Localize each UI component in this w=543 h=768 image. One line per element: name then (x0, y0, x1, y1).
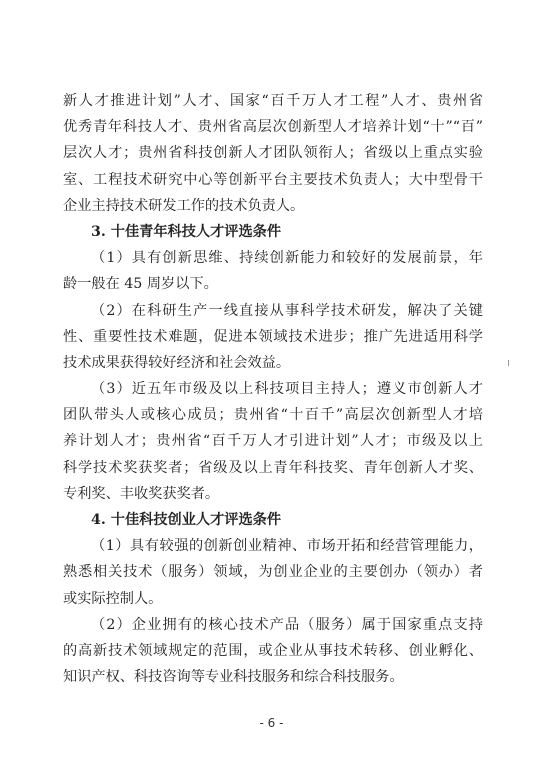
text-line: 科学技术奖获奖者；省级及以上青年科技奖、青年创新人才奖、 (63, 459, 483, 476)
text-line: 室、工程技术研究中心等创新平台主要技术负责人；大中型骨干 (63, 171, 483, 188)
text-line: 知识产权、科技咨询等专业科技服务和综合科技服务。 (63, 669, 404, 686)
text-line: 养计划人才；贵州省“百千万人才引进计划”人才；市级及以上 (63, 433, 483, 450)
text-line: 或实际控制人。 (63, 590, 163, 607)
text-line: 技术成果获得较好经济和社会效益。 (63, 354, 291, 371)
text-line: 专利奖、丰收奖获奖者。 (63, 485, 220, 502)
text-line: （2）企业拥有的核心技术产品（服务）属于国家重点支持 (91, 616, 483, 633)
text-line: 性、重要性技术难题，促进本领域技术进步；推广先进适用科学 (63, 328, 483, 345)
text-line: （2）在科研生产一线直接从事科学技术研发，解决了关键 (91, 302, 483, 319)
scan-mark (508, 360, 509, 366)
text-line: 团队带头人或核心成员；贵州省“十百千”高层次创新型人才培 (63, 407, 483, 424)
page-number: - 6 - (259, 716, 284, 730)
text-line: 的高新技术领域规定的范围，或企业从事技术转移、创业孵化、 (63, 642, 483, 659)
text-line: 龄一般在 45 周岁以下。 (63, 276, 218, 293)
text-line: 新人才推进计划”人才、国家“百千万人才工程”人才、贵州省 (63, 93, 483, 109)
text-line: 企业主持技术研发工作的技术负责人。 (63, 197, 305, 214)
section-heading: 3. 十佳青年科技人才评选条件 (91, 223, 282, 240)
text-line: 熟悉相关技术（服务）领域，为创业企业的主要创办（领办）者 (63, 564, 483, 581)
section-heading: 4. 十佳科技创业人才评选条件 (91, 512, 282, 528)
text-line: （1）具有较强的创新创业精神、市场开拓和经营管理能力， (91, 538, 483, 555)
body-text (63, 88, 483, 690)
text-line: （3）近五年市级及以上科技项目主持人；遵义市创新人才 (91, 381, 483, 398)
text-line: （1）具有创新思维、持续创新能力和较好的发展前景，年 (91, 250, 483, 267)
text-line: 层次人才；贵州省科技创新人才团队领衔人；省级以上重点实验 (63, 145, 483, 162)
text-line: 优秀青年科技人才、贵州省高层次创新型人才培养计划“十”“百” (63, 119, 483, 136)
